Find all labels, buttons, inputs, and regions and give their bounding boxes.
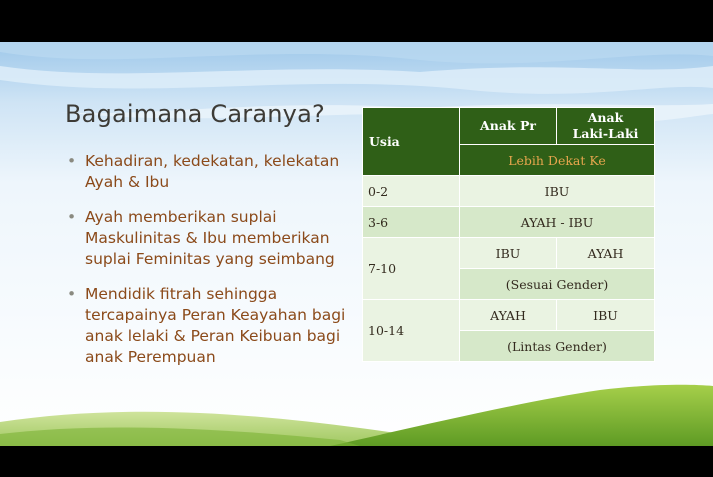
- letterbox-bottom: [0, 446, 713, 477]
- header-anak-laki: Anak Laki-Laki: [557, 108, 655, 145]
- header-usia: Usia: [363, 108, 460, 176]
- value-cell-laki: AYAH: [557, 238, 655, 269]
- letterbox-top: [0, 0, 713, 42]
- age-proximity-table: [362, 107, 655, 362]
- value-cell-laki: IBU: [557, 300, 655, 331]
- value-cell-pr: AYAH: [460, 300, 557, 331]
- value-cell: IBU: [460, 176, 655, 207]
- header-anak-pr: Anak Pr: [460, 108, 557, 145]
- subheader-lebih-dekat: Lebih Dekat Ke: [460, 145, 655, 176]
- value-cell: AYAH - IBU: [460, 207, 655, 238]
- bullet-dot-icon: •: [67, 285, 77, 303]
- bullet-item: • Mendidik fitrah sehingga tercapainya Peran Keayahan bagi anak lelaki & Peran Keibuan bagi anak Perempuan: [67, 285, 346, 366]
- table-row: [363, 176, 655, 207]
- bullet-item: • Kehadiran, kedekatan, kelekatan Ayah & Ibu: [67, 152, 340, 191]
- bullet-dot-icon: •: [67, 208, 77, 226]
- table-row: [363, 300, 655, 331]
- age-cell: 7-10: [363, 238, 460, 300]
- table-row: [363, 238, 655, 269]
- age-cell: 10-14: [363, 300, 460, 362]
- bullet-item: • Ayah memberikan suplai Maskulinitas & Ibu memberikan suplai Feminitas yang seimbang: [67, 208, 335, 268]
- bullet-dot-icon: •: [67, 152, 77, 170]
- note-cell: (Sesuai Gender): [460, 269, 655, 300]
- note-cell: (Lintas Gender): [460, 331, 655, 362]
- table-header-row: [363, 108, 655, 145]
- age-cell: 3-6: [363, 207, 460, 238]
- bullet-list: [67, 151, 349, 382]
- value-cell-pr: IBU: [460, 238, 557, 269]
- grass-hills-decoration: [0, 382, 713, 446]
- age-cell: 0-2: [363, 176, 460, 207]
- slide-title: Bagaimana Caranya?: [65, 100, 325, 128]
- table-row: [363, 207, 655, 238]
